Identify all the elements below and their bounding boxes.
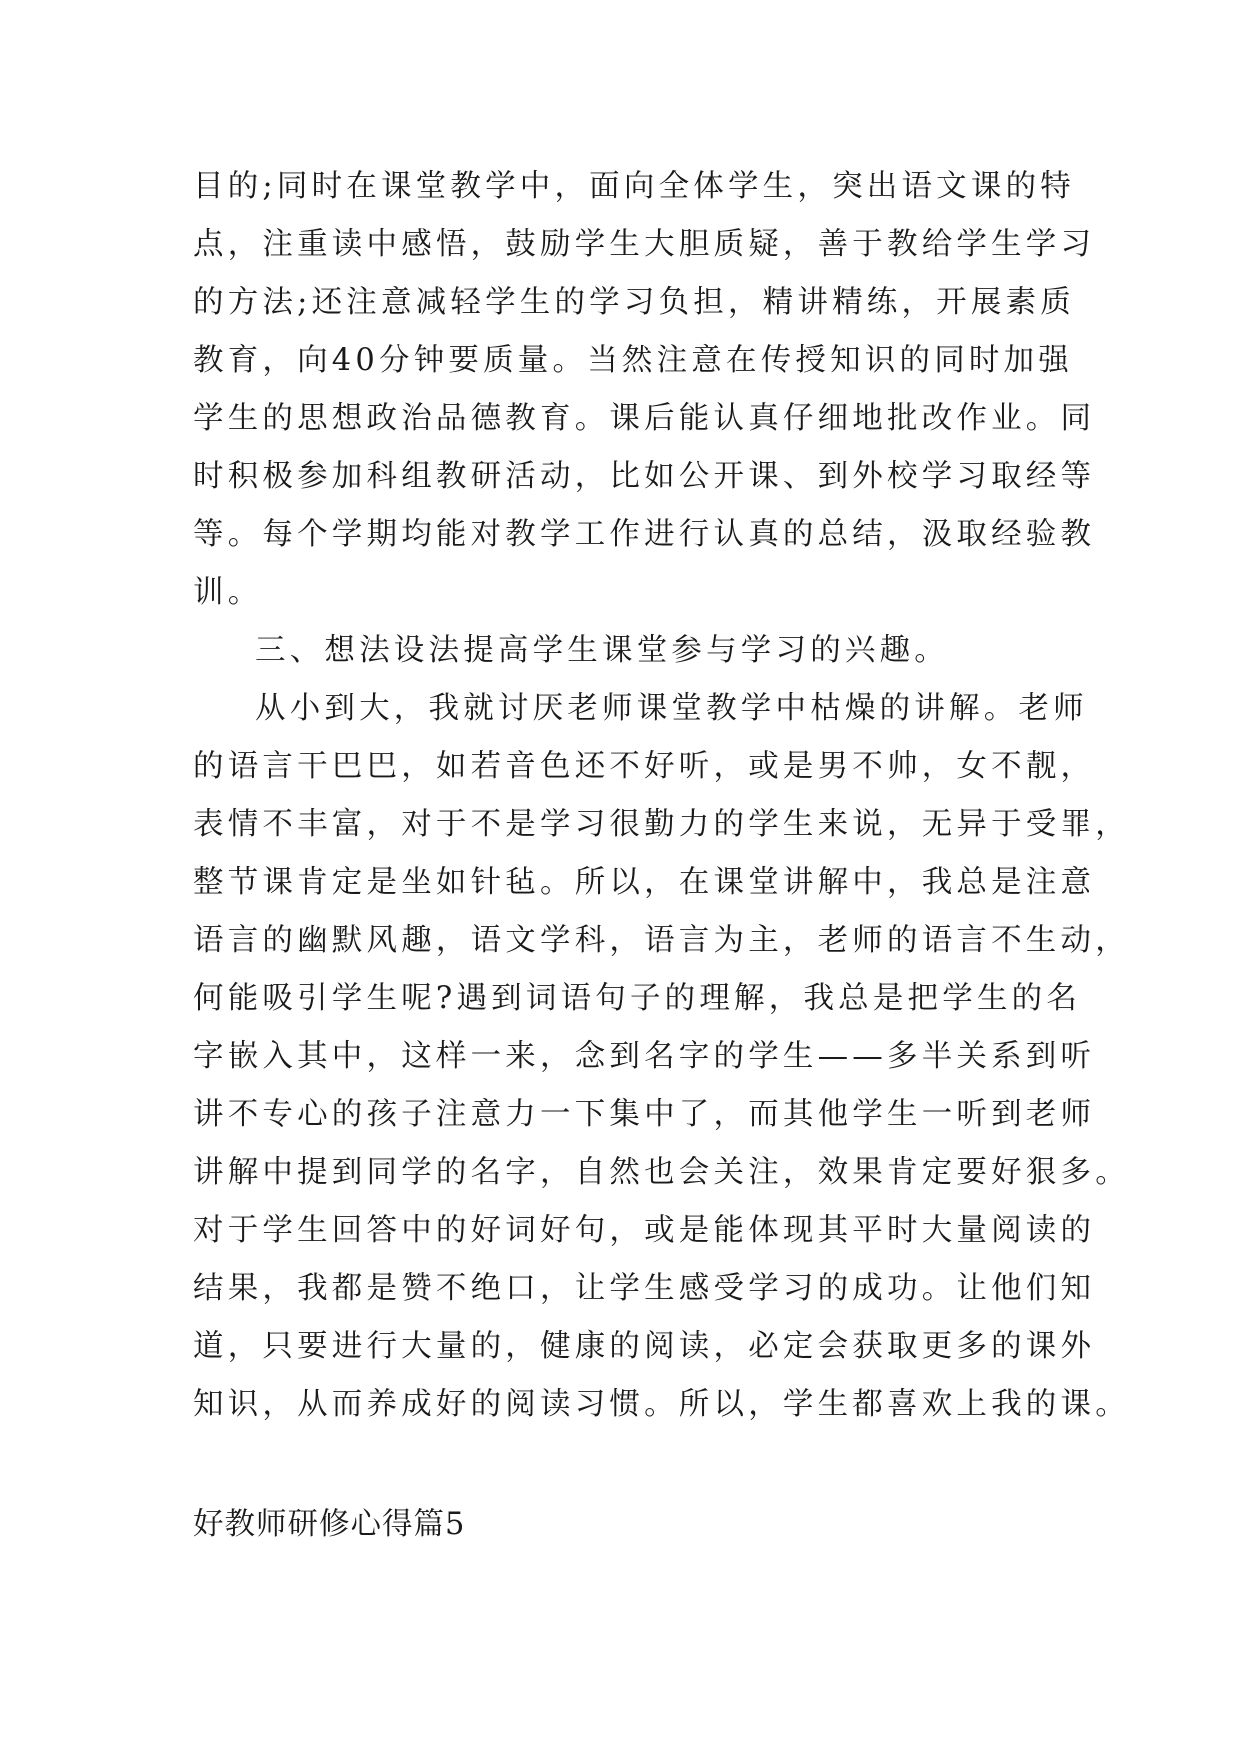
section-title: 好教师研修心得篇5	[193, 1507, 466, 1542]
text-line: 训。	[193, 575, 263, 610]
text-line: 对于学生回答中的好词好句，或是能体现其平时大量阅读的	[193, 1213, 1096, 1248]
text-line: 知识，从而养成好的阅读习惯。所以，学生都喜欢上我的课。	[193, 1387, 1130, 1422]
text-line: 表情不丰富，对于不是学习很勤力的学生来说，无异于受罪，	[193, 807, 1130, 842]
text-line: 讲解中提到同学的名字，自然也会关注，效果肯定要好狠多。	[193, 1155, 1130, 1190]
text-line: 时积极参加科组教研活动，比如公开课、到外校学习取经等	[193, 459, 1096, 494]
text-line: 学生的思想政治品德教育。课后能认真仔细地批改作业。同	[193, 401, 1096, 436]
section-heading: 三、想法设法提高学生课堂参与学习的兴趣。	[255, 633, 949, 668]
text-line: 点，注重读中感悟，鼓励学生大胆质疑，善于教给学生学习	[193, 227, 1096, 262]
text-line: 何能吸引学生呢?遇到词语句子的理解，我总是把学生的名	[193, 981, 1082, 1016]
text-line: 结果，我都是赞不绝口，让学生感受学习的成功。让他们知	[193, 1271, 1096, 1306]
text-line: 整节课肯定是坐如针毡。所以，在课堂讲解中，我总是注意	[193, 865, 1096, 900]
text-line: 从小到大，我就讨厌老师课堂教学中枯燥的讲解。老师	[255, 691, 1088, 726]
text-line: 讲不专心的孩子注意力一下集中了，而其他学生一听到老师	[193, 1097, 1096, 1132]
text-line: 语言的幽默风趣，语文学科，语言为主，老师的语言不生动，	[193, 923, 1130, 958]
text-line: 的方法;还注意减轻学生的学习负担，精讲精练，开展素质	[193, 285, 1075, 320]
text-line: 教育，向40分钟要质量。当然注意在传授知识的同时加强	[193, 343, 1074, 378]
text-line: 的语言干巴巴，如若音色还不好听，或是男不帅，女不靓，	[193, 749, 1096, 784]
text-line: 道，只要进行大量的，健康的阅读，必定会获取更多的课外	[193, 1329, 1096, 1364]
text-line: 目的;同时在课堂教学中，面向全体学生，突出语文课的特	[193, 169, 1075, 204]
text-line: 等。每个学期均能对教学工作进行认真的总结，汲取经验教	[193, 517, 1096, 552]
text-line: 字嵌入其中，这样一来，念到名字的学生——多半关系到听	[193, 1039, 1096, 1074]
body-text	[193, 158, 1130, 1434]
